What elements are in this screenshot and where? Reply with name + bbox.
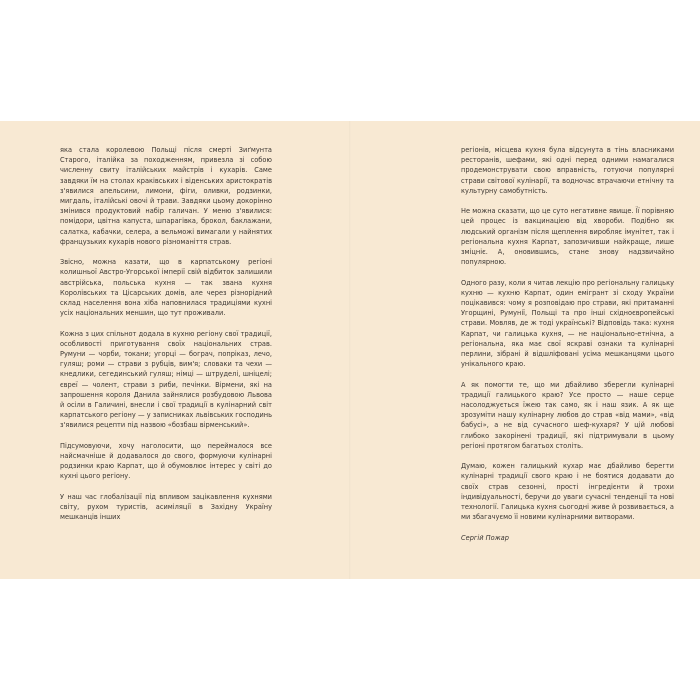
paragraph: А як помогти те, що ми дбайливо зберегли кулінарні традиції галицького краю? Усе просто — наше серце насолоджується їжею так само, як і наш язик. А як ще зрозуміти нашу кулінарну любов до страв «від мами», «від бабусі», а не від сучасного шеф-кухаря? У цій любові глибоко закорінені традиції, які підтримували в цьому регіоні протягом багатьох століть. — [461, 380, 674, 450]
paragraph: Не можна сказати, що це суто негативне явище. Її порівняю цей процес із вакцинацією від хвороби. Подібно як людський організм після щеплення виробляє імунітет, так і регіональна кухня Карпат, запозичивши найкраще, лише зміцніє. А, оновившись, стане знову надзвичайно популярною. — [461, 207, 674, 267]
paragraph: Підсумовуючи, хочу наголосити, що переймалося все найсмачніше й додавалося до свого, формуючи кулінарні родзинки краю Карпат, що й обумовлює інтерес у світі до кухні цього регіону. — [60, 441, 272, 481]
paragraph: Звісно, можна казати, що в карпатському регіоні колишньої Австро-Угорської імперії свій відбиток залишили австрійська, польська кухня — так звана кухня Королівських та Цісарських домів, але через різнорідний склад населення вона хіба наповнилася традиціями кухні усіх національних меншин, що тут проживали. — [60, 258, 272, 318]
paragraph: регіонів, місцева кухня була відсунута в тінь власниками ресторанів, шефами, які одні перед одними намагалися продемонструвати свою вправність, готуючи популярні страви світової кулінарії, та водночас втрачаючи етнічну та культурну самобутність. — [461, 146, 674, 195]
author-signature: Сергій Пожар — [461, 533, 509, 542]
left-page-text — [60, 145, 272, 533]
page-gutter — [349, 121, 351, 579]
paragraph: Одного разу, коли я читав лекцію про регіональну галицьку кухню — кухню Карпат, один емігрант зі сходу України поцікавився: чому я розповідаю про страви, які притаманні Угорщині, Румунії, Польщі та про інші східноєвропейські страви. Мовляв, де ж тоді українські? Відповідь така: кухня Карпат, чи галицька кухня, — не національно-етнічна, а регіональна, яка має свої яскраві ознаки та кулінарні перлини, зібрані й відшліфовані усіма мешканцями цього унікального краю. — [461, 278, 674, 369]
paragraph: У наш час глобалізації під впливом зацікавлення кухнями світу, рухом туристів, асиміляції в Західну Україну мешканців інших — [60, 492, 272, 522]
paragraph: яка стала королевою Польщі після смерті Зиґмунта Старого, італійка за походженням, привезла зі собою численну свиту італійських майстрів і кухарів. Саме завдяки їм на столах краківських і віденських аристократів з'явилися апельсини, лимони, фіги, оливки, родзинки, мигдаль, італійські овочі й трави. Завдяки цьому докорінно змінився продуктовий набір галичан. У меню з'явилися: помідори, цвітна капуста, шпарагівка, брокол, баклажани, салатка, кабачки, селера, а вельможі вимагали у найнятих французьких кухарів нового різноманіття страв. — [60, 146, 272, 246]
right-page-text — [461, 145, 674, 553]
book-spread — [0, 121, 700, 579]
paragraph: Кожна з цих спільнот додала в кухню регіону свої традиції, особливості приготування своїх національних страв. Румуни — чорби, токани; угорці — бограч, попріказ, лечо, гуляш; роми — страви з рубців, вим'я; словаки та чехи — кнедлики, сегединський гуляш; німці — штруделі, шніцелі; євреї — чолент, страви з риби, печінки. Вірмени, які на запрошення короля Данила зайнялися розбудовою Львова й осіли в Галичині, внесли і свої традиції в кулінарний світ карпатського регіону — у записниках львівських господинь з'явилися рецепти під назвою «бозбаш вірменський». — [60, 329, 272, 430]
paragraph: Думаю, кожен галицький кухар має дбайливо берегти кулінарні традиції свого краю і не боятися додавати до своїх страв сезонні, прості інгредієнти й трохи індивідуальності, беручи до уваги сучасні тенденції та нові технології. Галицька кухня сьогодні живе й розвивається, а ми збагачуємо її новими кулінарними витворами. — [461, 462, 674, 522]
